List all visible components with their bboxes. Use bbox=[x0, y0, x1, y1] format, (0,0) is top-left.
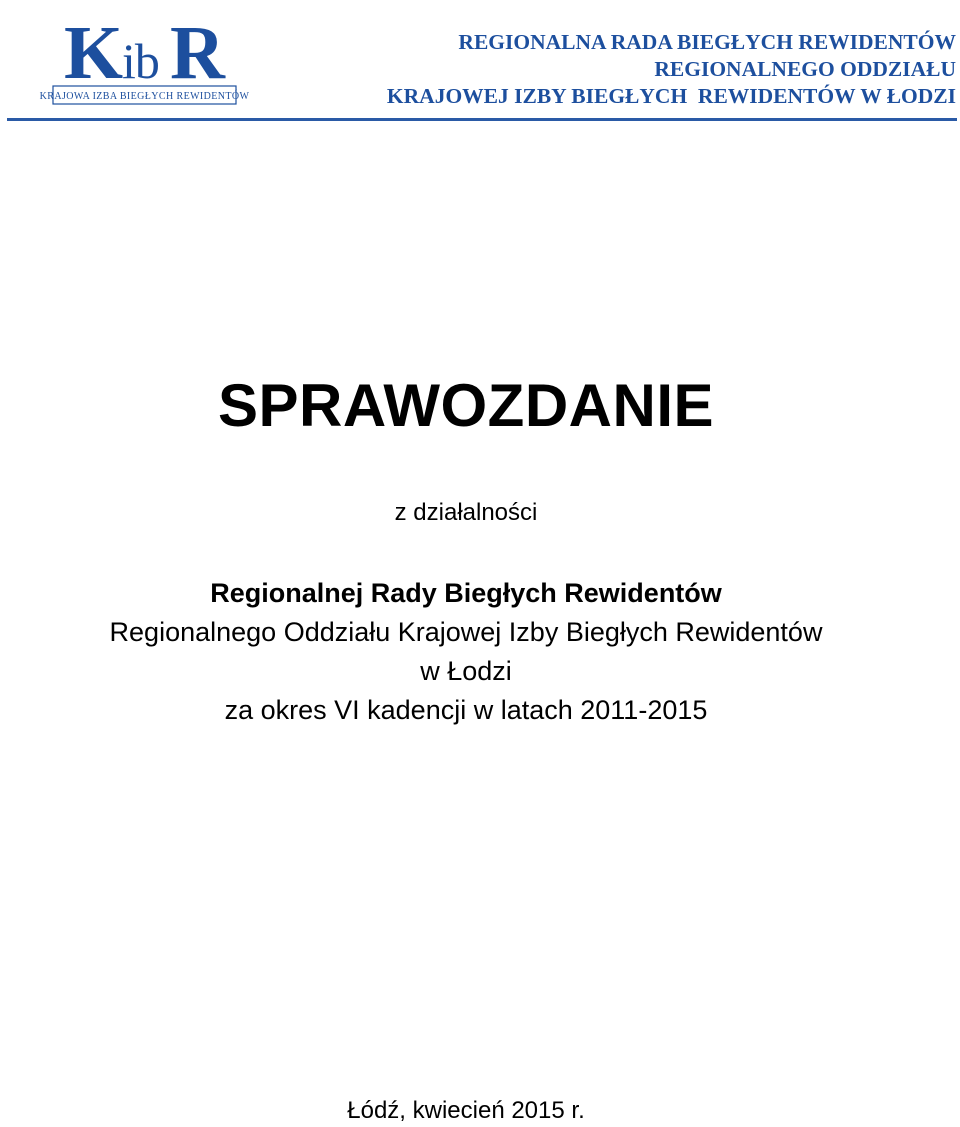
header-divider bbox=[7, 118, 957, 121]
document-title: SPRAWOZDANIE bbox=[217, 372, 715, 439]
header-line-1: REGIONALNA RADA BIEGŁYCH REWIDENTÓW bbox=[458, 30, 956, 54]
document-description bbox=[0, 574, 932, 730]
svg-text:R: R bbox=[170, 11, 225, 95]
document-subtitle: z działalności bbox=[394, 499, 538, 526]
description-line-1: Regionalnej Rady Biegłych Rewidentów bbox=[210, 578, 722, 608]
header-organization bbox=[387, 29, 956, 110]
description-line-4: za okres VI kadencji w latach 2011-2015 bbox=[224, 695, 708, 725]
place-and-date: Łódź, kwiecień 2015 r. bbox=[347, 1097, 585, 1124]
svg-text:KRAJOWA IZBA BIEGŁYCH REWIDENT: KRAJOWA IZBA BIEGŁYCH REWIDENTÓW bbox=[39, 91, 250, 102]
header-line-2: REGIONALNEGO ODDZIAŁU bbox=[654, 57, 956, 81]
svg-text:K: K bbox=[64, 11, 121, 95]
svg-text:ib: ib bbox=[122, 33, 159, 89]
description-line-3: w Łodzi bbox=[420, 656, 512, 686]
description-line-2: Regionalnego Oddziału Krajowej Izby Biegłych Rewidentów bbox=[109, 617, 823, 647]
kibr-logo bbox=[39, 11, 250, 106]
header-line-3: KRAJOWEJ IZBY BIEGŁYCH REWIDENTÓW W ŁODZI bbox=[386, 84, 956, 108]
